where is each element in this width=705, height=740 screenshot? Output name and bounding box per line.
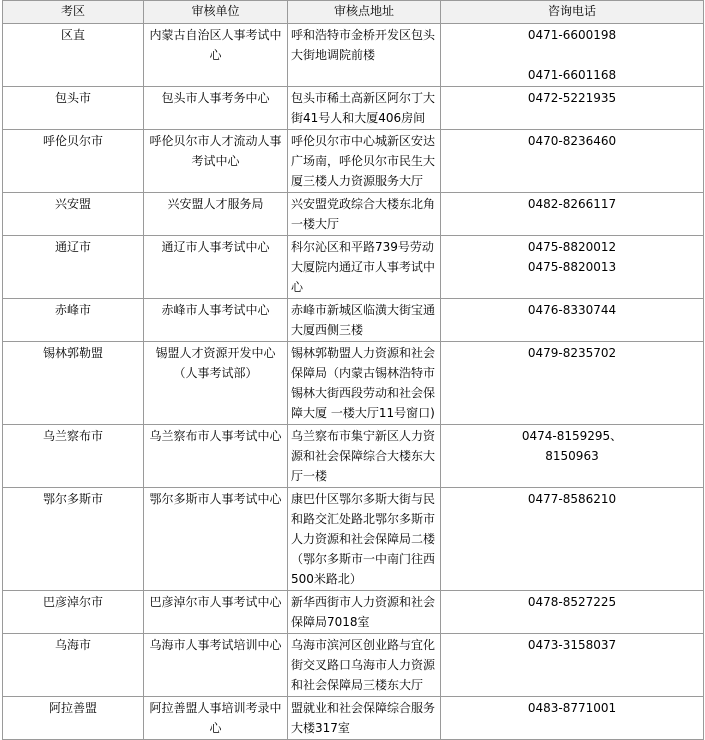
- cell-phone: [441, 488, 704, 591]
- table-row: [3, 87, 704, 130]
- cell-unit: 包头市人事考务中心: [144, 87, 288, 130]
- cell-unit: 通辽市人事考试中心: [144, 236, 288, 299]
- cell-phone: [441, 130, 704, 193]
- cell-phone: [441, 591, 704, 634]
- cell-area: 呼伦贝尔市: [3, 130, 144, 193]
- table-row: [3, 130, 704, 193]
- cell-unit: 乌海市人事考试培训中心: [144, 634, 288, 697]
- phone-number: 0475-8820012: [527, 240, 617, 254]
- cell-unit: 巴彦淖尔市人事考试中心: [144, 591, 288, 634]
- table-header-row: [3, 1, 704, 24]
- header-phone: 咨询电话: [441, 1, 704, 24]
- cell-phone: [441, 236, 704, 299]
- phone-number: 0482-8266117: [527, 197, 617, 211]
- cell-unit: 赤峰市人事考试中心: [144, 299, 288, 342]
- cell-unit: 兴安盟人才服务局: [144, 193, 288, 236]
- cell-address: 乌海市滨河区创业路与宜化街交叉路口乌海市人力资源和社会保障局三楼东大厅: [288, 634, 441, 697]
- table-row: [3, 425, 704, 488]
- cell-address: 锡林郭勒盟人力资源和社会保障局（内蒙古锡林浩特市锡林大街西段劳动和社会保障大厦 一楼大厅11号窗口): [288, 342, 441, 425]
- table-row: [3, 488, 704, 591]
- cell-phone: [441, 24, 704, 87]
- table-row: [3, 342, 704, 425]
- table-body: [3, 24, 704, 740]
- table-row: [3, 193, 704, 236]
- cell-address: 呼伦贝尔市中心城新区安达广场南，呼伦贝尔市民生大厦三楼人力资源服务大厅: [288, 130, 441, 193]
- cell-area: 包头市: [3, 87, 144, 130]
- cell-unit: 内蒙古自治区人事考试中心: [144, 24, 288, 87]
- cell-address: 呼和浩特市金桥开发区包头大街地调院前楼: [288, 24, 441, 87]
- cell-phone: [441, 193, 704, 236]
- cell-address: 新华西街市人力资源和社会保障局7018室: [288, 591, 441, 634]
- cell-unit: 鄂尔多斯市人事考试中心: [144, 488, 288, 591]
- phone-number: 0476-8330744: [527, 303, 617, 317]
- cell-address: 科尔沁区和平路739号劳动大厦院内通辽市人事考试中心: [288, 236, 441, 299]
- cell-area: 兴安盟: [3, 193, 144, 236]
- phone-number: 0471-6600198: [527, 28, 617, 42]
- cell-phone: [441, 697, 704, 740]
- cell-unit: 阿拉善盟人事培训考录中心: [144, 697, 288, 740]
- cell-phone: [441, 87, 704, 130]
- cell-phone: [441, 342, 704, 425]
- cell-area: 巴彦淖尔市: [3, 591, 144, 634]
- cell-area: 通辽市: [3, 236, 144, 299]
- cell-area: 锡林郭勒盟: [3, 342, 144, 425]
- phone-number: 0479-8235702: [527, 346, 617, 360]
- cell-unit: 锡盟人才资源开发中心（人事考试部）: [144, 342, 288, 425]
- phone-number: 0474-8159295、: [521, 429, 623, 443]
- cell-unit: 乌兰察布市人事考试中心: [144, 425, 288, 488]
- table-row: [3, 24, 704, 87]
- header-unit: 审核单位: [144, 1, 288, 24]
- table-row: [3, 591, 704, 634]
- cell-area: 区直: [3, 24, 144, 87]
- cell-phone: [441, 425, 704, 488]
- table-row: [3, 236, 704, 299]
- table-row: [3, 299, 704, 342]
- cell-area: 阿拉善盟: [3, 697, 144, 740]
- review-centers-table: [2, 0, 704, 740]
- cell-area: 乌海市: [3, 634, 144, 697]
- phone-number: 0471-6601168: [527, 68, 617, 82]
- phone-number: 0483-8771001: [527, 701, 617, 715]
- phone-number: 0472-5221935: [527, 91, 617, 105]
- table-row: [3, 634, 704, 697]
- cell-area: 鄂尔多斯市: [3, 488, 144, 591]
- phone-number: 0470-8236460: [527, 134, 617, 148]
- header-area: 考区: [3, 1, 144, 24]
- cell-address: 康巴什区鄂尔多斯大街与民和路交汇处路北鄂尔多斯市人力资源和社会保障局二楼（鄂尔多斯市一中南门往西500米路北）: [288, 488, 441, 591]
- table-row: [3, 697, 704, 740]
- cell-area: 赤峰市: [3, 299, 144, 342]
- phone-number: [444, 45, 700, 65]
- phone-number: 0473-3158037: [527, 638, 617, 652]
- header-address: 审核点地址: [288, 1, 441, 24]
- cell-address: 兴安盟党政综合大楼东北角一楼大厅: [288, 193, 441, 236]
- cell-address: 赤峰市新城区临潢大街宝通大厦西侧三楼: [288, 299, 441, 342]
- cell-phone: [441, 299, 704, 342]
- cell-address: 乌兰察布市集宁新区人力资源和社会保障综合大楼东大厅一楼: [288, 425, 441, 488]
- phone-number: 0477-8586210: [527, 492, 617, 506]
- phone-number: 0478-8527225: [527, 595, 617, 609]
- cell-address: 包头市稀土高新区阿尔丁大街41号人和大厦406房间: [288, 87, 441, 130]
- cell-unit: 呼伦贝尔市人才流动人事考试中心: [144, 130, 288, 193]
- cell-phone: [441, 634, 704, 697]
- cell-address: 盟就业和社会保障综合服务大楼317室: [288, 697, 441, 740]
- cell-area: 乌兰察布市: [3, 425, 144, 488]
- phone-number: 0475-8820013: [527, 260, 617, 274]
- phone-number: 8150963: [545, 449, 599, 463]
